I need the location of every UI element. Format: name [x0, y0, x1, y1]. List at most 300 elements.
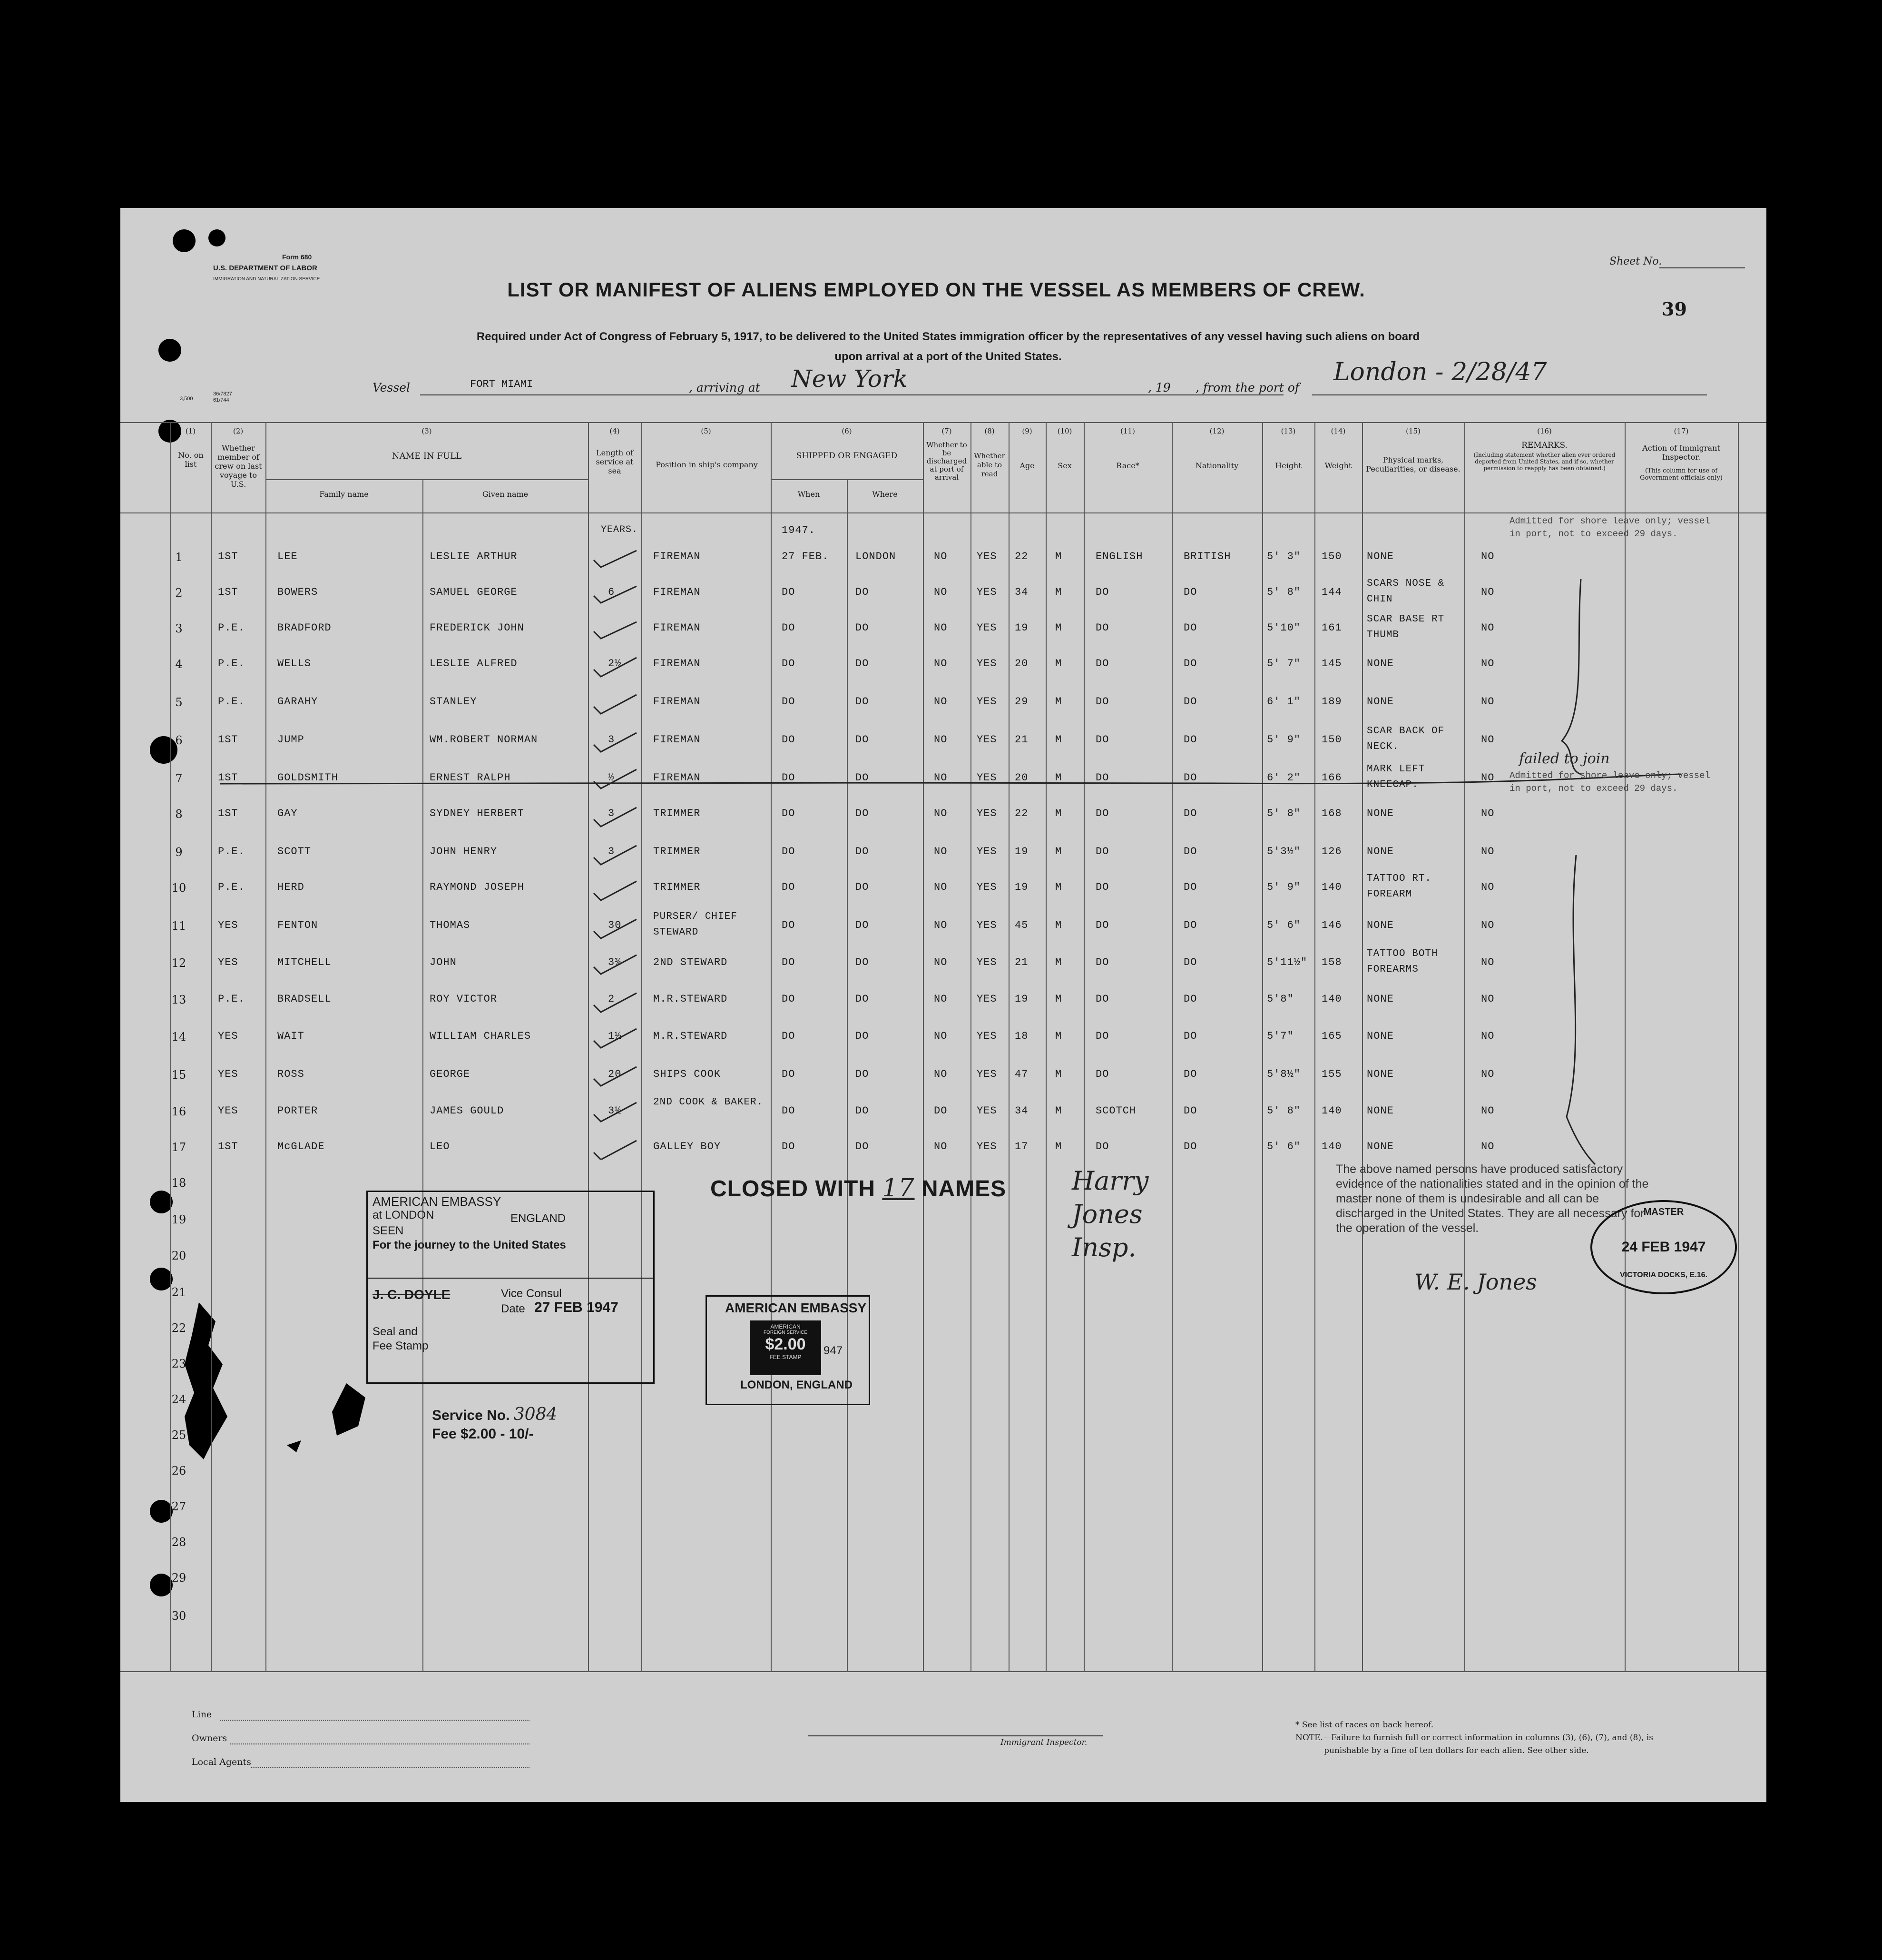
when-cell: DO [782, 1141, 795, 1152]
service-cell: 6 [608, 586, 615, 598]
when-cell: DO [782, 622, 795, 634]
read-cell: YES [977, 551, 997, 562]
embassy-fee-stamp [706, 1295, 870, 1405]
col-header-action: Action of Immigrant Inspector. [1642, 443, 1720, 462]
stamp-text: at LONDON [372, 1209, 434, 1221]
row-number: 14 [171, 1030, 186, 1044]
discharge-cell: NO [934, 1141, 948, 1152]
discharge-cell: NO [934, 772, 948, 784]
read-cell: YES [977, 1141, 997, 1152]
weight-cell: 166 [1322, 772, 1342, 784]
sex-cell: M [1055, 586, 1062, 598]
row-number: 3 [175, 622, 183, 635]
row-number: 16 [171, 1105, 186, 1118]
family-name-cell: GARAHY [277, 696, 318, 708]
department-label: U.S. DEPARTMENT OF LABOR [213, 264, 317, 272]
col-divider [1046, 422, 1047, 1671]
age-cell: 19 [1015, 622, 1029, 634]
punch-hole [173, 229, 196, 252]
remarks-cell: NO [1481, 1141, 1495, 1152]
inspector-signature: Harry Jones Insp. [1072, 1166, 1149, 1262]
sex-cell: M [1055, 1068, 1062, 1080]
family-name-cell: HERD [277, 881, 304, 893]
height-cell: 5' 6" [1267, 1141, 1301, 1152]
when-cell: DO [782, 956, 795, 968]
family-name-cell: WAIT [277, 1030, 304, 1042]
when-cell: DO [782, 586, 795, 598]
where-cell: DO [855, 586, 869, 598]
discharge-cell: NO [934, 696, 948, 708]
service-cell: 20 [608, 1068, 622, 1080]
col-num: (16) [1537, 427, 1552, 435]
row-number: 17 [171, 1141, 186, 1154]
age-cell: 19 [1015, 881, 1029, 893]
position-cell: TRIMMER [653, 846, 701, 857]
nationality-cell: DO [1184, 734, 1197, 746]
given-name-cell: THOMAS [430, 919, 470, 931]
weight-cell: 146 [1322, 919, 1342, 931]
last-voyage-cell: P.E. [218, 993, 245, 1005]
nationality-cell: DO [1184, 1141, 1197, 1152]
when-cell: DO [782, 919, 795, 931]
height-cell: 5' 8" [1267, 808, 1301, 819]
height-cell: 5'7" [1267, 1030, 1294, 1042]
stamp-text: AMERICAN EMBASSY [725, 1300, 867, 1315]
family-name-cell: PORTER [277, 1105, 318, 1117]
last-voyage-cell: YES [218, 1068, 238, 1080]
col-header-given: Given name [482, 490, 529, 499]
sex-cell: M [1055, 658, 1062, 670]
where-cell: DO [855, 1105, 869, 1117]
form-number: Form 680 [282, 253, 312, 261]
age-cell: 18 [1015, 1030, 1029, 1042]
punch-hole [158, 339, 181, 362]
col-divider [1172, 422, 1173, 1671]
discharge-cell: NO [934, 658, 948, 670]
height-cell: 5' 3" [1267, 551, 1301, 562]
row-number: 22 [171, 1321, 186, 1335]
marks-cell: NONE [1367, 1030, 1394, 1042]
when-cell: DO [782, 696, 795, 708]
last-voyage-cell: P.E. [218, 881, 245, 893]
col-header-last-voyage: Whether member of crew on last voyage to U.S. [215, 443, 262, 489]
col-header-service: Length of service at sea [596, 448, 634, 475]
age-cell: 19 [1015, 993, 1029, 1005]
read-cell: YES [977, 993, 997, 1005]
weight-cell: 145 [1322, 658, 1342, 670]
last-voyage-cell: YES [218, 956, 238, 968]
sex-cell: M [1055, 808, 1062, 819]
marks-cell: TATTOO BOTH FOREARMS [1367, 948, 1438, 975]
where-cell: DO [855, 734, 869, 746]
col-divider [422, 479, 423, 1671]
row-number: 20 [171, 1249, 186, 1262]
weight-cell: 158 [1322, 956, 1342, 968]
last-voyage-cell: 1ST [218, 551, 238, 562]
nationality-cell: DO [1184, 1030, 1197, 1042]
height-cell: 6' 2" [1267, 772, 1301, 784]
family-name-cell: FENTON [277, 919, 318, 931]
col-header-shipped: SHIPPED OR ENGAGED [796, 451, 898, 461]
remarks-cell: NO [1481, 622, 1495, 634]
row-number: 4 [175, 658, 183, 671]
remarks-cell: NO [1481, 696, 1495, 708]
given-name-cell: SAMUEL GEORGE [430, 586, 518, 598]
race-cell: DO [1096, 881, 1109, 893]
where-cell: DO [855, 1030, 869, 1042]
read-cell: YES [977, 586, 997, 598]
failed-to-join-note: failed to join [1519, 750, 1610, 767]
service-fee: Fee $2.00 - 10/- [432, 1426, 534, 1442]
sheet-no-label: Sheet No. [1609, 256, 1662, 267]
nationality-cell: DO [1184, 956, 1197, 968]
col-divider [1625, 422, 1626, 1671]
discharge-cell: NO [934, 956, 948, 968]
nationality-cell: DO [1184, 586, 1197, 598]
ink-blot [170, 1302, 370, 1569]
age-cell: 34 [1015, 1105, 1029, 1117]
age-cell: 22 [1015, 808, 1029, 819]
remarks-cell: NO [1481, 551, 1495, 562]
when-cell: DO [782, 808, 795, 819]
row-number: 25 [171, 1428, 186, 1442]
col-divider [970, 422, 971, 1671]
col-header-height: Height [1275, 461, 1302, 470]
position-cell: TRIMMER [653, 808, 701, 819]
sex-cell: M [1055, 696, 1062, 708]
marks-cell: TATTOO RT. FOREARM [1367, 873, 1432, 900]
stamp-text: Fee Stamp [372, 1339, 429, 1352]
stamp-text: AMERICAN EMBASSY [372, 1194, 501, 1209]
position-cell: FIREMAN [653, 772, 701, 784]
height-cell: 5' 9" [1267, 734, 1301, 746]
years-label: YEARS. [601, 524, 638, 535]
col-header-discharged: Whether to be discharged at port of arrival [926, 441, 967, 482]
discharge-cell: NO [934, 808, 948, 819]
footer-agents-field [251, 1767, 529, 1768]
when-cell: DO [782, 993, 795, 1005]
row-number: 23 [171, 1357, 186, 1370]
stamp-text: MASTER [1643, 1207, 1684, 1217]
marks-cell: NONE [1367, 551, 1394, 562]
race-cell: DO [1096, 993, 1109, 1005]
col-divider [1084, 422, 1085, 1671]
sex-cell: M [1055, 1105, 1062, 1117]
master-certification: The above named persons have produced satisfactory evidence of the nationalities stated and in the opinion of the master none of them is undesirable and all can be discharged in the United States. They are all necessary for the operation of the vessel. [1336, 1162, 1649, 1235]
check-marks [591, 541, 644, 1160]
read-cell: YES [977, 622, 997, 634]
service-cell: 3 [608, 846, 615, 857]
table-top-rule [120, 422, 1766, 423]
marks-cell: SCAR BACK OF NECK. [1367, 726, 1445, 752]
given-name-cell: WILLIAM CHARLES [430, 1030, 531, 1042]
marks-cell: NONE [1367, 846, 1394, 857]
service-cell: ½ [608, 772, 615, 784]
height-cell: 5' 7" [1267, 658, 1301, 670]
stamp-divider [368, 1278, 653, 1279]
height-cell: 5' 8" [1267, 586, 1301, 598]
remarks-cell: NO [1481, 1068, 1495, 1080]
discharge-cell: NO [934, 1068, 948, 1080]
remarks-cell: NO [1481, 956, 1495, 968]
stamp-text: SEEN [372, 1224, 404, 1237]
col-divider [1738, 422, 1739, 1671]
weight-cell: 168 [1322, 808, 1342, 819]
read-cell: YES [977, 881, 997, 893]
when-cell: DO [782, 734, 795, 746]
remarks-cell: NO [1481, 919, 1495, 931]
service-number: Service No. 3084 [432, 1405, 558, 1424]
row-number: 2 [175, 586, 183, 600]
nationality-cell: DO [1184, 1105, 1197, 1117]
family-name-cell: GOLDSMITH [277, 772, 338, 784]
family-name-cell: MITCHELL [277, 956, 332, 968]
print-code-2: 36/7827 61/744 [213, 391, 232, 403]
nationality-cell: DO [1184, 993, 1197, 1005]
last-voyage-cell: YES [218, 919, 238, 931]
strike-through-line [211, 767, 1686, 796]
remarks-cell: NO [1481, 846, 1495, 857]
height-cell: 5' 6" [1267, 919, 1301, 931]
age-cell: 20 [1015, 658, 1029, 670]
year-label: , 19 [1148, 381, 1171, 394]
position-cell: FIREMAN [653, 622, 701, 634]
inspector-label: Immigrant Inspector. [1000, 1738, 1088, 1747]
weight-cell: 144 [1322, 586, 1342, 598]
col-num: (6) [842, 427, 852, 435]
service-label: IMMIGRATION AND NATURALIZATION SERVICE [213, 276, 320, 282]
shore-leave-stamp-2: Admitted for shore leave only; vessel in port, not to exceed 29 days. [1510, 770, 1710, 794]
last-voyage-cell: 1ST [218, 772, 238, 784]
when-cell: DO [782, 881, 795, 893]
remarks-cell: NO [1481, 586, 1495, 598]
last-voyage-cell: YES [218, 1030, 238, 1042]
height-cell: 5'10" [1267, 622, 1301, 634]
where-cell: DO [855, 622, 869, 634]
col-header-read: Whether able to read [974, 452, 1005, 478]
position-cell: SHIPS COOK [653, 1068, 721, 1080]
weight-cell: 161 [1322, 622, 1342, 634]
footer-line-label: Line [192, 1709, 212, 1720]
col-header-remarks-note: (Including statement whether alien ever ordered deported from United States, and if so, whether permission to reapply has been obtained.) [1473, 452, 1616, 472]
col-header-name: NAME IN FULL [392, 451, 462, 461]
vessel-name: FORT MIAMI [470, 378, 533, 390]
given-name-cell: WM.ROBERT NORMAN [430, 734, 538, 746]
nationality-cell: DO [1184, 808, 1197, 819]
embassy-seen-stamp [366, 1191, 655, 1384]
last-voyage-cell: 1ST [218, 1141, 238, 1152]
row-number: 9 [175, 846, 183, 859]
family-name-cell: LEE [277, 551, 298, 562]
table-header-rule [120, 512, 1766, 513]
last-voyage-cell: P.E. [218, 622, 245, 634]
read-cell: YES [977, 919, 997, 931]
nationality-cell: BRITISH [1184, 551, 1231, 562]
given-name-cell: GEORGE [430, 1068, 470, 1080]
row-number: 11 [171, 919, 186, 933]
where-cell: DO [855, 772, 869, 784]
remarks-cell: NO [1481, 734, 1495, 746]
col-num: (2) [233, 427, 244, 435]
given-name-cell: LEO [430, 1141, 450, 1152]
when-cell: DO [782, 1068, 795, 1080]
family-name-cell: GAY [277, 808, 298, 819]
weight-cell: 140 [1322, 1105, 1342, 1117]
col-header-weight: Weight [1324, 461, 1352, 470]
col-header-when: When [797, 490, 820, 499]
col-num: (5) [701, 427, 711, 435]
col-divider [923, 422, 924, 1671]
col-header-nationality: Nationality [1195, 461, 1239, 470]
service-cell: 3 [608, 734, 615, 746]
family-name-cell: McGLADE [277, 1141, 325, 1152]
page-number: 39 [1662, 298, 1687, 320]
position-cell: 2ND STEWARD [653, 956, 728, 968]
when-cell: DO [782, 772, 795, 784]
height-cell: 5' 8" [1267, 1105, 1301, 1117]
arriving-port: New York [791, 365, 908, 393]
sex-cell: M [1055, 734, 1062, 746]
read-cell: YES [977, 1105, 997, 1117]
col-num: (4) [609, 427, 620, 435]
remarks-cell: NO [1481, 993, 1495, 1005]
service-cell: 3¾ [608, 956, 622, 968]
punch-hole [208, 229, 225, 246]
discharge-cell: NO [934, 1030, 948, 1042]
age-cell: 34 [1015, 586, 1029, 598]
remarks-cell: NO [1481, 658, 1495, 670]
discharge-cell: DO [934, 1105, 948, 1117]
marks-cell: NONE [1367, 1068, 1394, 1080]
age-cell: 45 [1015, 919, 1029, 931]
col-num: (12) [1209, 427, 1225, 435]
read-cell: YES [977, 772, 997, 784]
footer-line-field [220, 1720, 529, 1721]
when-cell: DO [782, 1030, 795, 1042]
marks-cell: NONE [1367, 1141, 1394, 1152]
given-name-cell: SYDNEY HERBERT [430, 808, 524, 819]
when-cell: DO [782, 846, 795, 857]
weight-cell: 126 [1322, 846, 1342, 857]
family-name-cell: SCOTT [277, 846, 312, 857]
sex-cell: M [1055, 1030, 1062, 1042]
height-cell: 6' 1" [1267, 696, 1301, 708]
col-header-family: Family name [319, 490, 369, 499]
row-number: 15 [171, 1068, 186, 1082]
arriving-field-line [760, 394, 1284, 395]
weight-cell: 150 [1322, 551, 1342, 562]
service-cell: 3 [608, 808, 615, 819]
nationality-cell: DO [1184, 881, 1197, 893]
given-name-cell: LESLIE ARTHUR [430, 551, 518, 562]
col-num: (10) [1057, 427, 1072, 435]
row-number: 27 [171, 1500, 186, 1513]
col-num: (15) [1406, 427, 1421, 435]
col-header-action-note: (This column for use of Government officials only) [1640, 467, 1723, 482]
col-divider [588, 422, 589, 1671]
col-num: (1) [185, 427, 196, 435]
age-cell: 19 [1015, 846, 1029, 857]
height-cell: 5'8½" [1267, 1068, 1301, 1080]
marks-cell: NONE [1367, 808, 1394, 819]
from-field-line [1312, 394, 1707, 395]
where-cell: DO [855, 956, 869, 968]
row-number: 30 [171, 1609, 186, 1623]
sheet-no-field [1659, 267, 1745, 268]
stamp-text: VICTORIA DOCKS, E.16. [1619, 1271, 1708, 1279]
family-name-cell: BOWERS [277, 586, 318, 598]
given-name-cell: ERNEST RALPH [430, 772, 511, 784]
oval-date-stamp [1590, 1200, 1737, 1294]
row-number: 24 [171, 1393, 186, 1406]
family-name-cell: BRADFORD [277, 622, 332, 634]
race-cell: DO [1096, 586, 1109, 598]
weight-cell: 150 [1322, 734, 1342, 746]
given-name-cell: ROY VICTOR [430, 993, 498, 1005]
stamp-date: 27 FEB 1947 [534, 1300, 618, 1315]
col-divider [1314, 422, 1315, 1671]
name-subhead-rule [265, 479, 589, 480]
nationality-cell: DO [1184, 622, 1197, 634]
remarks-cell: NO [1481, 881, 1495, 893]
service-cell: 2 [608, 993, 615, 1005]
row-number: 7 [175, 772, 183, 785]
row-number: 29 [171, 1571, 186, 1585]
remarks-cell: NO [1481, 1030, 1495, 1042]
family-name-cell: JUMP [277, 734, 304, 746]
weight-cell: 140 [1322, 881, 1342, 893]
stamp-text: Vice Consul [501, 1287, 562, 1300]
marks-cell: NONE [1367, 1105, 1394, 1117]
race-cell: DO [1096, 1068, 1109, 1080]
weight-cell: 140 [1322, 993, 1342, 1005]
ditto-brackets [1548, 570, 1605, 1169]
row-number: 1 [175, 551, 183, 564]
master-signature: W. E. Jones [1414, 1269, 1537, 1295]
marks-cell: NONE [1367, 993, 1394, 1005]
race-cell: DO [1096, 846, 1109, 857]
col-num: (8) [984, 427, 995, 435]
where-cell: DO [855, 993, 869, 1005]
age-cell: 17 [1015, 1141, 1029, 1152]
sex-cell: M [1055, 551, 1062, 562]
marks-cell: SCAR BASE RT THUMB [1367, 614, 1445, 640]
col-header-where: Where [872, 490, 898, 499]
footer-owners-label: Owners [192, 1733, 227, 1743]
manifest-sheet [120, 208, 1766, 1802]
read-cell: YES [977, 1030, 997, 1042]
race-cell: DO [1096, 1030, 1109, 1042]
sex-cell: M [1055, 881, 1062, 893]
given-name-cell: JAMES GOULD [430, 1105, 504, 1117]
where-cell: DO [855, 808, 869, 819]
where-cell: DO [855, 881, 869, 893]
where-cell: DO [855, 1141, 869, 1152]
col-divider [1362, 422, 1363, 1671]
given-name-cell: LESLIE ALFRED [430, 658, 518, 670]
read-cell: YES [977, 734, 997, 746]
nationality-cell: DO [1184, 1068, 1197, 1080]
punch-hole [150, 1191, 173, 1213]
remarks-cell: NO [1481, 808, 1495, 819]
last-voyage-cell: P.E. [218, 846, 245, 857]
given-name-cell: FREDERICK JOHN [430, 622, 524, 634]
read-cell: YES [977, 808, 997, 819]
age-cell: 21 [1015, 956, 1029, 968]
age-cell: 47 [1015, 1068, 1029, 1080]
col-num: (9) [1022, 427, 1032, 435]
discharge-cell: NO [934, 551, 948, 562]
